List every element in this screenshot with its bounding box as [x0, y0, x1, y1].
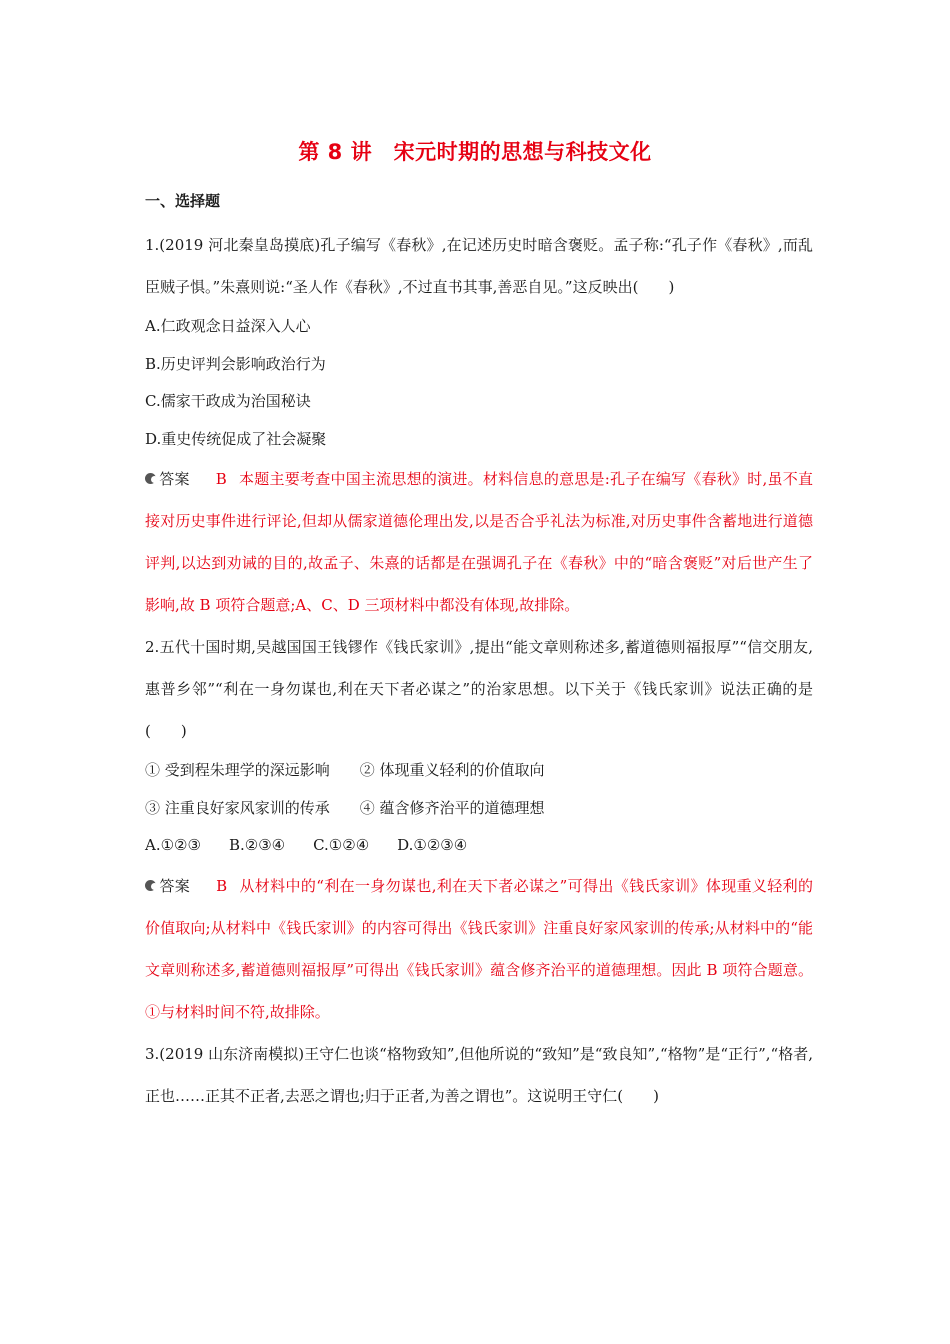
question-2-item-2: ② 体现重义轻利的价值取向 — [359, 761, 545, 779]
answer-letter: B — [215, 470, 227, 488]
question-2-item-1: ① 受到程朱理学的深远影响 — [145, 761, 330, 779]
question-1-option-d: D.重史传统促成了社会凝聚 — [145, 429, 327, 448]
question-2-items-row-2 — [145, 790, 813, 828]
question-2-item-3: ③ 注重良好家风家训的传承 — [145, 798, 330, 817]
question-2-options — [145, 827, 813, 865]
question-1-option-b: B.历史评判会影响政治行为 — [145, 354, 326, 373]
question-1-option-c: C.儒家干政成为治国秘诀 — [145, 392, 311, 410]
question-2-answer — [145, 865, 813, 1033]
question-3-stem: 3.(2019 山东济南模拟)王守仁也谈“格物致知”,但他所说的“致知”是“致良知”,“格物”是“正行”,“格者,正也……正其不正者,去恶之谓也;归于正者,为善之谓也”。这说明王守仁( ) — [145, 1044, 813, 1105]
question-2-item-4: ④ 蕴含修齐治平的道德理想 — [359, 798, 545, 817]
answer-label: 答案 — [159, 876, 191, 895]
question-1-answer — [145, 458, 813, 626]
answer-label: 答案 — [159, 470, 190, 488]
question-2-option-d: D.①②③④ — [397, 836, 468, 854]
page-title: 第 8 讲 宋元时期的思想与科技文化 — [298, 140, 652, 164]
answer-explanation: 本题主要考查中国主流思想的演进。材料信息的意思是:孔子在编写《春秋》时,虽不直接对历史事件进行评论,但却从儒家道德伦理出发,以是否合乎礼法为标准,对历史事件含蓄地进行道德评判,以达到劝诫的目的,故孟子、朱熹的话都是在强调孔子在《春秋》中的“暗含褒贬”对后世产生了影响,故 B 项符合题意;A、C、D 三项材料中都没有体现,故排除。 — [145, 470, 813, 614]
question-2-option-b: B.②③④ — [228, 836, 286, 854]
answer-letter: B — [216, 876, 228, 895]
answer-marker-icon — [145, 879, 158, 892]
question-2-stem: 2.五代十国时期,吴越国国王钱镠作《钱氏家训》,提出“能文章则称述多,蓄道德则福报厚”“信交朋友,惠普乡邻”“利在一身勿谋也,利在天下者必谋之”的治家思想。以下关于《钱氏家训》说法正确的是( ) — [145, 638, 813, 740]
question-1-option-a: A.仁政观念日益深入人心 — [145, 317, 311, 335]
question-1-stem: 1.(2019 河北秦皇岛摸底)孔子编写《春秋》,在记述历史时暗含褒贬。孟子称:“孔子作《春秋》,而乱臣贼子惧。”朱熹则说:“圣人作《春秋》,不过直书其事,善恶自见。”这反映出( ) — [145, 236, 813, 296]
question-list — [145, 224, 813, 1117]
section-heading: 一、选择题 — [145, 192, 221, 210]
question-2-option-c: C.①②④ — [313, 836, 370, 854]
question-2-items-row-1 — [145, 752, 813, 790]
answer-marker-icon — [145, 472, 158, 485]
answer-explanation: 从材料中的“利在一身勿谋也,利在天下者必谋之”可得出《钱氏家训》体现重义轻利的价值取向;从材料中《钱氏家训》的内容可得出《钱氏家训》注重良好家风家训的传承;从材料中的“能文章则称述多,蓄道德则福报厚”可得出《钱氏家训》蕴含修齐治平的道德理想。因此 B 项符合题意。①与材料时间不符,故排除。 — [145, 876, 813, 1021]
question-2-option-a: A.①②③ — [145, 836, 201, 854]
